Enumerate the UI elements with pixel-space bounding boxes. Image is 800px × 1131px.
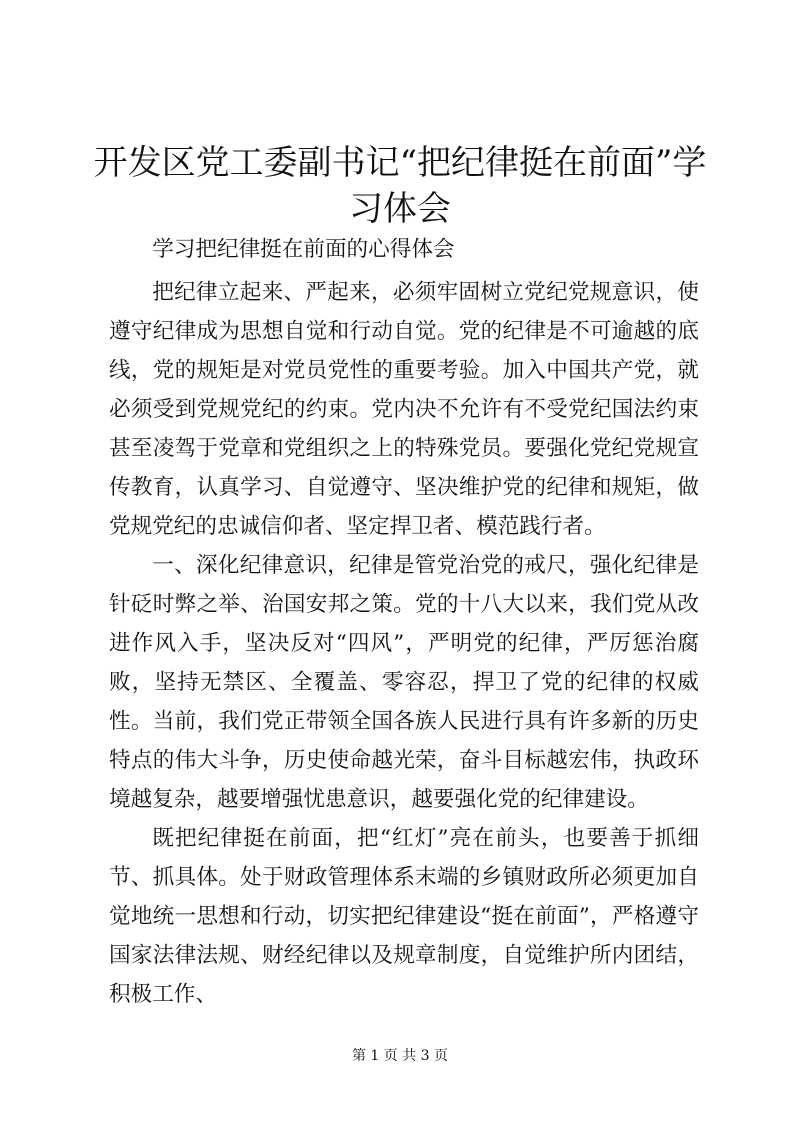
- document-title: 开发区党工委副书记“把纪律挺在前面”学习体会: [93, 143, 707, 229]
- document-body: [109, 230, 699, 1014]
- paragraph-1: 把纪律立起来、严起来，必须牢固树立党纪党规意识，使遵守纪律成为思想自觉和行动自觉。党的纪律是不可逾越的底线，党的规矩是对党员党性的重要考验。加入中国共产党，就必须受到党规党纪的约束。党内决不允许有不受党纪国法约束甚至凌驾于党章和党组织之上的特殊党员。要强化党纪党规宣传教育，认真学习、自觉遵守、坚决维护党的纪律和规矩，做党规党纪的忠诚信仰者、坚定捍卫者、模范践行者。: [109, 280, 699, 539]
- paragraph-3: 既把纪律挺在前面，把“红灯”亮在前头，也要善于抓细节、抓具体。处于财政管理体系末端的乡镇财政所必须更加自觉地统一思想和行动，切实把纪律建设“挺在前面”，严格遵守国家法律法规、财经纪律以及规章制度，自觉维护所内团结，积极工作、: [109, 826, 699, 1007]
- page-footer: 第 1 页 共 3 页: [351, 1048, 449, 1064]
- document-subtitle: 学习把纪律挺在前面的心得体会: [152, 237, 455, 262]
- paragraph-2: 一、深化纪律意识，纪律是管党治党的戒尺，强化纪律是针砭时弊之举、治国安邦之策。党的十八大以来，我们党从改进作风入手，坚决反对“四风”，严明党的纪律，严厉惩治腐败，坚持无禁区、全覆盖、零容忍，捍卫了党的纪律的权威性。当前，我们党正带领全国各族人民进行具有许多新的历史特点的伟大斗争，历史使命越光荣，奋斗目标越宏伟，执政环境越复杂，越要增强忧患意识，越要强化党的纪律建设。: [109, 553, 699, 812]
